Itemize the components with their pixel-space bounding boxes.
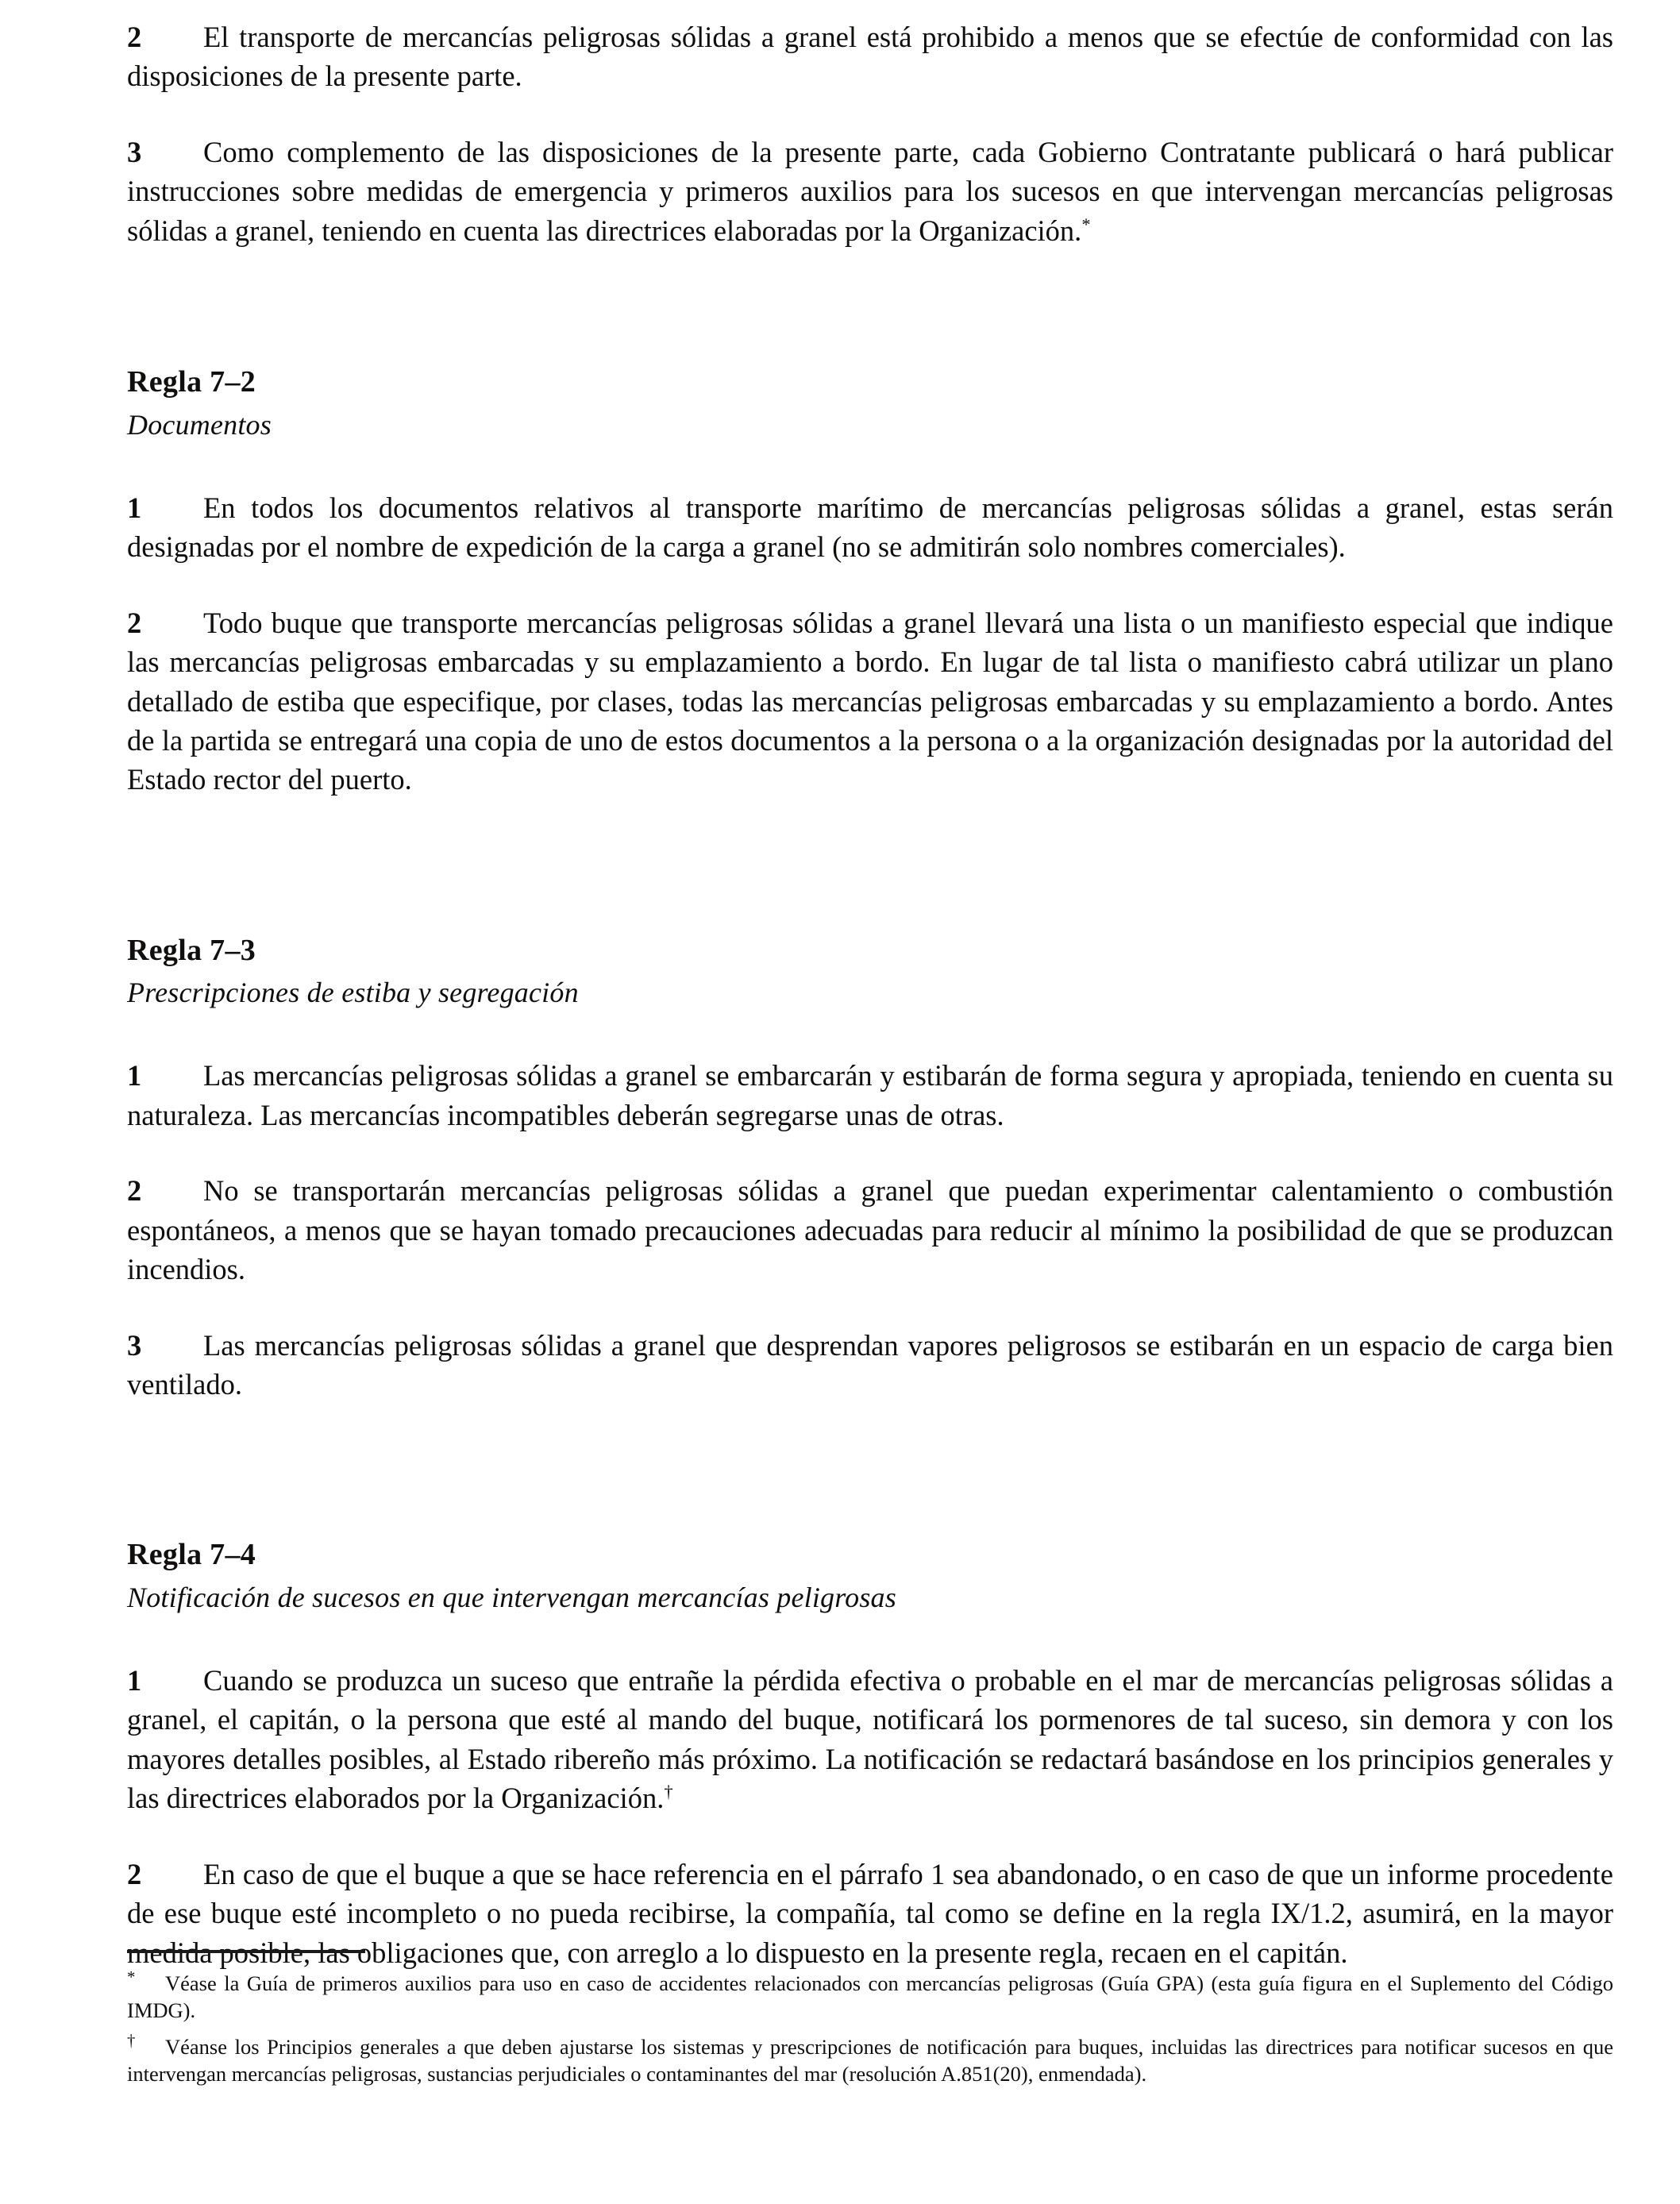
paragraph-text: En caso de que el buque a que se hace referencia en el párrafo 1 sea abandonado, o en caso de que un informe procedente de ese buque esté incompleto o no pueda recibirse, la compañía, tal como se define en la regla IX/1.2, asumirá, en la mayor medida posible, las obligaciones que, con arreglo a lo dispuesto en la presente regla, recaen en el capitán.	[127, 1857, 1613, 1969]
paragraph-number: 3	[127, 1328, 142, 1362]
rule-title: Regla 7–4	[127, 1538, 256, 1572]
paragraph-number: 1	[127, 1059, 142, 1092]
paragraph-text: Como complemento de las disposiciones de la presente parte, cada Gobierno Contratante publicará o hará publicar instrucciones sobre medidas de emergencia y primeros auxilios para los sucesos en que intervengan mercancías peligrosas sólidas a granel, teniendo en cuenta las directrices elaboradas por la Organización.	[127, 135, 1613, 247]
rule-heading-7-4	[127, 1535, 1613, 1616]
paragraph-number: 2	[127, 606, 142, 639]
spacer	[127, 287, 1613, 363]
rule-subtitle: Documentos	[127, 408, 272, 441]
paragraph-text: El transporte de mercancías peligrosas sólidas a granel está prohibido a menos que se efectúe de conformidad con las disposiciones de la presente parte.	[127, 21, 1613, 93]
rule-title: Regla 7–2	[127, 365, 256, 399]
rule-subtitle: Notificación de sucesos en que intervengan mercancías peligrosas	[127, 1582, 896, 1614]
paragraph-text: Las mercancías peligrosas sólidas a granel se embarcarán y estibarán de forma segura y apropiada, teniendo en cuenta su naturaleza. Las mercancías incompatibles deberán segregarse unas de otras.	[127, 1059, 1613, 1131]
paragraph-7-2-1	[127, 488, 1613, 567]
rule-title: Regla 7–3	[127, 933, 256, 967]
footnote-dagger: † Véanse los Principios generales a que deben ajustarse los sistemas y prescripciones de notificación para buques, incluidas las directrices para notificar sucesos en que intervengan mercancías peligrosas, sustancias perjudiciales o contaminantes del mar (resolución A.851(20), enmendada).	[127, 2032, 1613, 2086]
footnotes-section	[127, 1950, 1613, 2098]
paragraph-number: 1	[127, 491, 142, 524]
paragraph-text: En todos los documentos relativos al transporte marítimo de mercancías peligrosas sólidas a granel, estas serán designadas por el nombre de expedición de la carga a granel (no se admitirán solo nombres comerciales).	[127, 491, 1613, 564]
spacer	[127, 1440, 1613, 1535]
footnote-text: Véase la Guía de primeros auxilios para uso en caso de accidentes relacionados con mercancías peligrosas (Guía GPA) (esta guía figura en el Suplemento del Código IMDG).	[127, 1971, 1613, 2022]
paragraph-number: 2	[127, 1174, 142, 1208]
footnote-separator-rule	[127, 1950, 365, 1953]
footnote-asterisk: * Véase la Guía de primeros auxilios para uso en caso de accidentes relacionados con mercancías peligrosas (Guía GPA) (esta guía figura en el Suplemento del Código IMDG).	[127, 1969, 1613, 2022]
rule-heading-7-2	[127, 363, 1613, 443]
paragraph-7-2-2	[127, 603, 1613, 800]
spacer	[127, 836, 1613, 931]
rule-subtitle: Prescripciones de estiba y segregación	[127, 977, 579, 1009]
paragraph-7-4-1	[127, 1661, 1613, 1818]
document-body	[127, 17, 1613, 1972]
paragraph-text: Cuando se produzca un suceso que entrañe la pérdida efectiva o probable en el mar de mercancías peligrosas sólidas a granel, el capitán, o la persona que esté al mando del buque, notificará los pormenores de tal suceso, sin demora y con los mayores detalles posibles, al Estado ribereño más próximo. La notificación se redactará basándose en los principios generales y las directrices elaborados por la Organización.	[127, 1663, 1613, 1815]
paragraph-7-3-2	[127, 1171, 1613, 1289]
paragraph-number: 1	[127, 1663, 142, 1697]
paragraph-7-3-3	[127, 1326, 1613, 1404]
rule-heading-7-3	[127, 931, 1613, 1011]
footnote-text: Véanse los Principios generales a que deben ajustarse los sistemas y prescripciones de notificación para buques, incluidas las directrices para notificar sucesos en que intervengan mercancías peligrosas, sustancias perjudiciales o contaminantes del mar (resolución A.851(20), enmendada).	[127, 2034, 1613, 2086]
spacer	[127, 1011, 1613, 1056]
paragraph-text: No se transportarán mercancías peligrosas sólidas a granel que puedan experimentar calentamiento o combustión espontáneos, a menos que se hayan tomado precauciones adecuadas para reducir al mínimo la posibilidad de que se produzcan incendios.	[127, 1174, 1613, 1286]
paragraph-number: 3	[127, 135, 142, 168]
footnote-marker-dagger: †	[664, 1782, 673, 1802]
paragraph-text: Las mercancías peligrosas sólidas a granel que desprendan vapores peligrosos se estibarán en un espacio de carga bien ventilado.	[127, 1328, 1613, 1401]
paragraph-number: 2	[127, 1857, 142, 1890]
footnote-marker-asterisk: *	[1081, 214, 1091, 234]
paragraph-number: 2	[127, 21, 142, 53]
paragraph-text: Todo buque que transporte mercancías peligrosas sólidas a granel llevará una lista o un manifiesto especial que indique las mercancías peligrosas embarcadas y su emplazamiento a bordo. En lugar de tal lista o manifiesto cabrá utilizar un plano detallado de estiba que especifique, por clases, todas las mercancías peligrosas embarcadas y su emplazamiento a bordo. Antes de la partida se entregará una copia de uno de estos documentos a la persona o a la organización designadas por la autoridad del Estado rector del puerto.	[127, 606, 1613, 796]
spacer	[127, 1616, 1613, 1661]
spacer	[127, 444, 1613, 488]
paragraph-intro-3	[127, 133, 1613, 250]
paragraph-intro-2	[127, 17, 1613, 96]
paragraph-7-3-1	[127, 1056, 1613, 1135]
